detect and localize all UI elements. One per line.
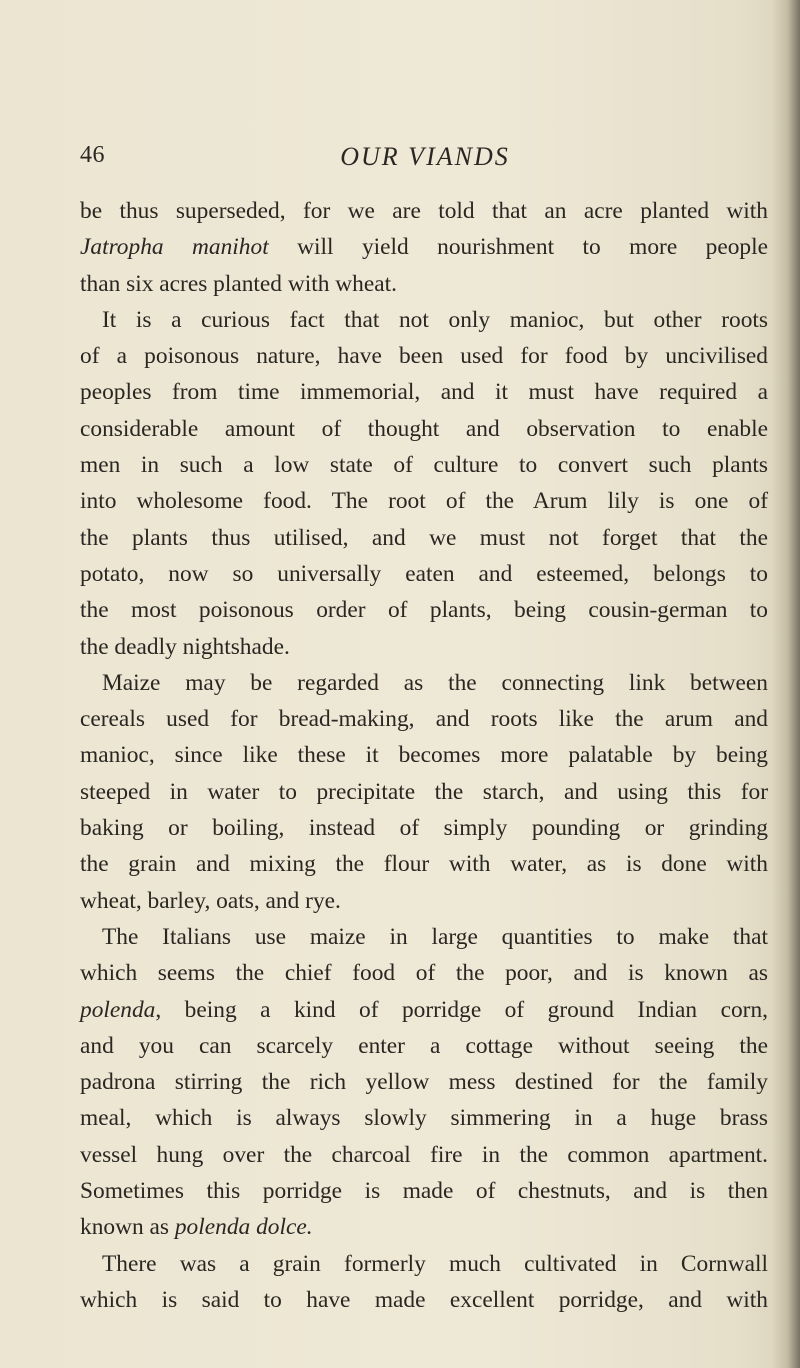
text-line: the plants thus utilised, and we must not forget that the xyxy=(80,524,768,551)
text-line: the most poisonous order of plants, being cousin-german to xyxy=(80,597,768,624)
text-line: which seems the chief food of the poor, and is known as xyxy=(80,960,768,987)
text-run: will yield nourishment to more people xyxy=(268,234,768,261)
text-line: Maize may be regarded as the connecting link between xyxy=(102,669,768,696)
italic-term: Jatropha manihot xyxy=(80,234,269,261)
running-head xyxy=(80,142,770,182)
running-title: OUR VIANDS xyxy=(340,142,510,171)
text-line: steeped in water to precipitate the starch, and using this for xyxy=(80,778,768,805)
text-line: Sometimes this porridge is made of chestnuts, and is then xyxy=(80,1178,768,1205)
text-line: wheat, barley, oats, and rye. xyxy=(80,887,341,914)
text-run: known as xyxy=(80,1214,175,1241)
text-line: which is said to have made excellent porridge, and with xyxy=(80,1286,768,1313)
italic-term: polenda xyxy=(80,996,156,1023)
text-line: There was a grain formerly much cultivated in Cornwall xyxy=(102,1250,768,1277)
body-text xyxy=(80,193,768,1318)
page-edge-shadow xyxy=(772,0,800,1368)
text-line: of a poisonous nature, have been used for food by uncivilised xyxy=(80,343,768,370)
text-line: men in such a low state of culture to convert such plants xyxy=(80,452,768,479)
text-line: the grain and mixing the flour with water, as is done with xyxy=(80,851,768,878)
text-line: vessel hung over the charcoal fire in the common apartment. xyxy=(80,1141,768,1168)
text-line: baking or boiling, instead of simply pounding or grinding xyxy=(80,815,768,842)
text-line: cereals used for bread-making, and roots like the arum and xyxy=(80,706,768,733)
text-line xyxy=(80,1209,768,1245)
text-line: considerable amount of thought and observation to enable xyxy=(80,415,768,442)
text-line: potato, now so universally eaten and esteemed, belongs to xyxy=(80,560,768,587)
text-line xyxy=(80,992,768,1028)
text-line: padrona stirring the rich yellow mess destined for the family xyxy=(80,1069,768,1096)
text-line xyxy=(80,229,768,265)
text-line: than six acres planted with wheat. xyxy=(80,270,397,297)
text-line: and you can scarcely enter a cottage without seeing the xyxy=(80,1032,768,1059)
text-line: It is a curious fact that not only manioc, but other roots xyxy=(102,306,768,333)
text-line: The Italians use maize in large quantities to make that xyxy=(102,923,768,950)
page-number: 46 xyxy=(80,142,105,168)
text-line: manioc, since like these it becomes more palatable by being xyxy=(80,742,768,769)
text-line: the deadly nightshade. xyxy=(80,633,290,660)
text-line: into wholesome food. The root of the Arum lily is one of xyxy=(80,488,768,515)
text-line: meal, which is always slowly simmering in a huge brass xyxy=(80,1105,768,1132)
italic-term: polenda dolce. xyxy=(174,1214,313,1241)
text-line: be thus superseded, for we are told that an acre planted with xyxy=(80,198,768,224)
text-run: , being a kind of porridge of ground Indian corn, xyxy=(155,996,768,1023)
text-line: peoples from time immemorial, and it must have required a xyxy=(80,379,768,406)
